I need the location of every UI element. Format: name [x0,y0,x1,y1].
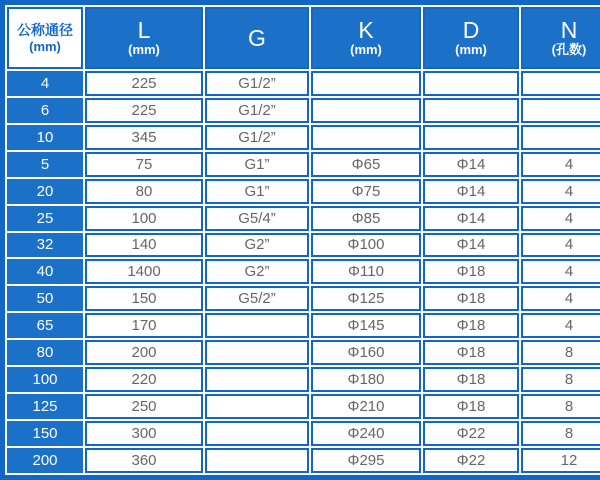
data-cell: 12 [521,448,600,473]
data-cell: Φ14 [423,179,519,204]
data-cell: 360 [85,448,203,473]
data-cell [521,125,600,150]
data-cell: 4 [521,286,600,311]
data-cell: 200 [85,340,203,365]
data-cell: 170 [85,313,203,338]
data-cell: Φ240 [311,421,421,446]
table-header [7,7,600,69]
row-header-cell: 65 [7,313,83,338]
data-cell [311,98,421,123]
row-header-cell: 6 [7,98,83,123]
table-row [7,206,600,231]
data-cell: 225 [85,98,203,123]
data-cell [205,367,309,392]
data-cell: Φ85 [311,206,421,231]
table-row [7,421,600,446]
data-cell [205,448,309,473]
data-cell [205,340,309,365]
data-cell: Φ210 [311,394,421,419]
data-cell: 300 [85,421,203,446]
data-cell: Φ22 [423,421,519,446]
data-cell: Φ14 [423,152,519,177]
data-cell: G5/2” [205,286,309,311]
table-row [7,259,600,284]
column-header-L [85,7,203,69]
data-cell: G1/2” [205,125,309,150]
data-cell: 8 [521,421,600,446]
header-title: N [560,17,578,43]
data-cell: G1/2” [205,98,309,123]
data-cell: Φ145 [311,313,421,338]
data-cell: Φ180 [311,367,421,392]
table-row [7,340,600,365]
data-cell: G1” [205,152,309,177]
table-row [7,98,600,123]
data-cell: Φ18 [423,394,519,419]
data-cell: 4 [521,206,600,231]
data-cell: Φ22 [423,448,519,473]
data-cell: Φ18 [423,313,519,338]
data-cell [311,71,421,96]
data-cell: 225 [85,71,203,96]
data-cell [521,98,600,123]
row-header-cell: 150 [7,421,83,446]
data-cell [205,394,309,419]
data-cell: Φ125 [311,286,421,311]
data-cell: 220 [85,367,203,392]
table-row [7,286,600,311]
data-cell: 4 [521,259,600,284]
header-unit: (mm) [455,42,487,57]
data-cell: 4 [521,233,600,258]
data-cell: G2” [205,259,309,284]
data-cell: G5/4” [205,206,309,231]
data-cell: Φ14 [423,233,519,258]
table-row [7,152,600,177]
header-unit: (mm) [29,39,61,54]
row-header-cell: 80 [7,340,83,365]
header-title: G [248,25,266,51]
data-cell [205,313,309,338]
header-title: L [137,17,151,43]
data-cell: 140 [85,233,203,258]
column-header-D [423,7,519,69]
row-header-cell: 200 [7,448,83,473]
data-cell: Φ65 [311,152,421,177]
data-cell [423,98,519,123]
table-row [7,394,600,419]
header-title: D [462,17,480,43]
data-cell [311,125,421,150]
data-cell: 250 [85,394,203,419]
table-row [7,71,600,96]
column-header-G [205,7,309,69]
row-header-cell: 25 [7,206,83,231]
data-cell: 150 [85,286,203,311]
data-cell: Φ18 [423,367,519,392]
column-header-N [521,7,600,69]
header-unit: (mm) [350,42,382,57]
data-cell: Φ75 [311,179,421,204]
data-cell: Φ14 [423,206,519,231]
table-row [7,233,600,258]
data-cell: G2” [205,233,309,258]
table-row [7,179,600,204]
row-header-cell: 125 [7,394,83,419]
data-cell: Φ110 [311,259,421,284]
header-unit: (mm) [128,42,160,57]
data-cell: Φ18 [423,259,519,284]
data-cell: Φ295 [311,448,421,473]
data-cell [423,71,519,96]
row-header-cell: 50 [7,286,83,311]
table-row [7,448,600,473]
table-row [7,313,600,338]
data-cell: 4 [521,179,600,204]
row-header-cell: 40 [7,259,83,284]
row-header-cell: 5 [7,152,83,177]
column-header-nominal-diameter [7,7,83,69]
data-cell: 8 [521,394,600,419]
data-cell: Φ18 [423,286,519,311]
table-body [7,71,600,473]
data-cell: 4 [521,313,600,338]
column-header-K [311,7,421,69]
row-header-cell: 10 [7,125,83,150]
data-cell: 100 [85,206,203,231]
data-cell: Φ160 [311,340,421,365]
header-title: 公称通径 [17,22,73,38]
data-cell [205,421,309,446]
data-cell: 75 [85,152,203,177]
data-cell: 345 [85,125,203,150]
row-header-cell: 100 [7,367,83,392]
row-header-cell: 4 [7,71,83,96]
row-header-cell: 32 [7,233,83,258]
table-row [7,367,600,392]
header-title: K [358,17,374,43]
header-row [7,7,600,69]
header-unit: (孔数) [551,42,587,57]
data-cell: G1/2” [205,71,309,96]
row-header-cell: 20 [7,179,83,204]
data-cell: Φ18 [423,340,519,365]
data-cell: 1400 [85,259,203,284]
data-cell: 4 [521,152,600,177]
data-cell [521,71,600,96]
table-row [7,125,600,150]
data-cell [423,125,519,150]
data-cell: Φ100 [311,233,421,258]
data-cell: 8 [521,367,600,392]
data-cell: 8 [521,340,600,365]
data-cell: G1” [205,179,309,204]
data-cell: 80 [85,179,203,204]
